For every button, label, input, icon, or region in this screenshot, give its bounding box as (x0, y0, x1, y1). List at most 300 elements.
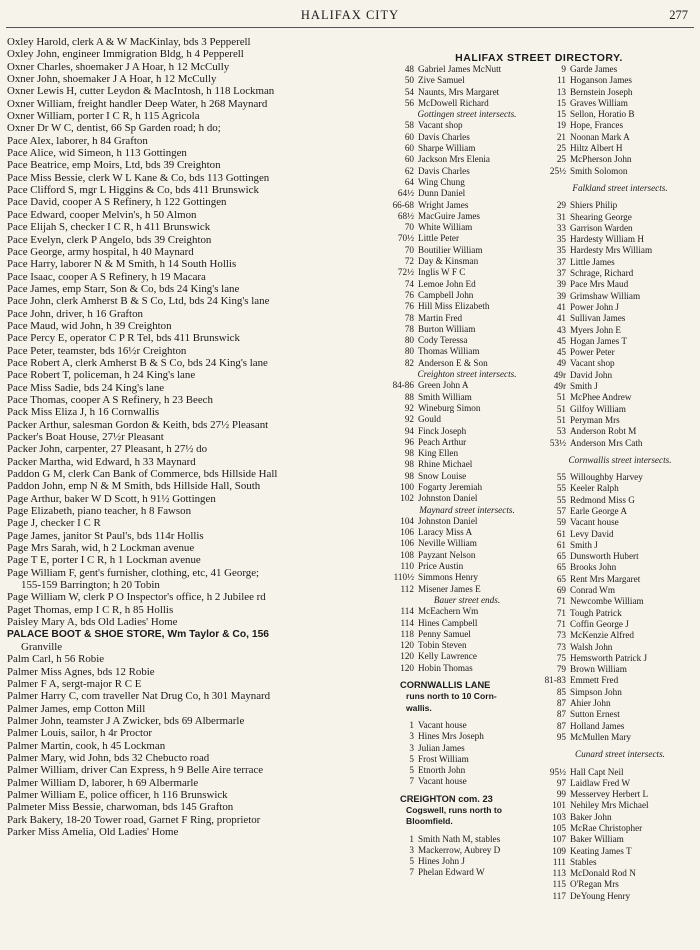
house-number: 82 (404, 357, 414, 368)
directory-entry: Pace Isaac, cooper A S Refinery, h 19 Macara (7, 270, 206, 283)
street-intersection-note: Bauer street ends. (433, 594, 501, 605)
house-number: 113 (552, 868, 566, 879)
occupant-name: Snow Louise (418, 470, 467, 481)
occupant-name: Newcombe William (570, 596, 644, 607)
directory-entry: Page T E, porter I C R, h 1 Lockman avenue (7, 554, 201, 567)
directory-entry: Pace David, cooper A S Refinery, h 122 Gottingen (7, 196, 227, 209)
directory-entry: Page J, checker I C R (7, 517, 101, 530)
occupant-name: O'Regan Mrs (570, 879, 619, 890)
street-listing-row (392, 776, 542, 787)
house-number: 54 (404, 86, 414, 97)
street-listing-row (392, 245, 542, 256)
street-listing-row (392, 380, 542, 391)
directory-entry: Pace Thomas, cooper A S Refinery, h 23 Beech (7, 393, 213, 406)
street-listing-row (392, 754, 542, 765)
occupant-name: McMullen Mary (570, 731, 631, 742)
house-number: 110 (400, 561, 414, 572)
house-number: 106 (400, 527, 414, 538)
street-listing-row (544, 857, 696, 868)
house-number: 60 (404, 143, 414, 154)
street-listing-row (544, 506, 696, 517)
occupant-name: Simpson John (570, 686, 622, 697)
occupant-name: Holland James (570, 720, 625, 731)
street-listing-row (544, 75, 696, 86)
occupant-name: Gould (418, 414, 441, 425)
street-listing-row (544, 721, 696, 732)
directory-entry: Packer's Boat House, 27½r Pleasant (7, 431, 164, 443)
house-number: 65 (556, 551, 566, 562)
street-listing-row (544, 154, 696, 165)
street-listing-row (544, 143, 696, 154)
directory-entry: Pace Maud, wid John, h 39 Creighton (7, 319, 172, 332)
occupant-name: Peryman Mrs (570, 414, 620, 425)
house-number: 102 (400, 493, 414, 504)
street-listing-row (392, 211, 542, 222)
street-listing-row (544, 200, 696, 211)
house-number: 120 (400, 662, 414, 673)
street-listing-row (544, 166, 696, 177)
house-number: 39 (556, 290, 566, 301)
house-number: 74 (404, 278, 414, 289)
house-number: 95 (556, 731, 566, 742)
street-listing-row (392, 222, 542, 233)
house-number: 25½ (549, 165, 566, 176)
house-number: 45 (556, 347, 566, 358)
street-listing-row (544, 415, 696, 426)
house-number: 58 (404, 120, 414, 131)
street-listing-row (392, 200, 542, 211)
occupant-name: Tobin Steven (418, 640, 467, 651)
street-listing-row (392, 290, 542, 301)
street-listing-row (392, 482, 542, 493)
street-listing-row (544, 347, 696, 358)
directory-entry: Pace John, clerk Amherst B & S Co, Ltd, bds 24 King's lane (7, 295, 270, 308)
street-listing-row (392, 301, 542, 312)
house-number: 35 (556, 245, 566, 256)
street-listing-row (544, 245, 696, 256)
house-number: 108 (400, 549, 414, 560)
directory-entry: Palm Carl, h 56 Robie (7, 653, 105, 666)
street-listing-row (544, 381, 696, 392)
street-listing-row (544, 800, 696, 811)
house-number: 111 (552, 856, 566, 867)
occupant-name: McPherson John (570, 154, 632, 165)
street-listing-row (392, 606, 542, 617)
street-listing-row (544, 778, 696, 789)
directory-entry: Pace Robert T, policeman, h 24 King's lane (7, 369, 196, 382)
house-number: 1 (409, 833, 414, 844)
street-intersection-note: Gottingen street intersects. (417, 109, 517, 120)
house-number: 66-68 (392, 199, 414, 210)
street-listing-row (544, 608, 696, 619)
occupant-name: Laracy Miss A (418, 527, 473, 538)
occupant-name: Smith J (570, 381, 598, 392)
house-number: 92 (404, 414, 414, 425)
occupant-name: Power Peter (570, 347, 615, 358)
occupant-name: Emmett Fred (570, 675, 619, 686)
occupant-name: Zive Samuel (418, 75, 465, 86)
street-heading: Cogswell, runs north to (406, 805, 502, 815)
street-listing-row (392, 87, 542, 98)
street-heading: wallis. (406, 702, 432, 713)
house-number: 37 (556, 256, 566, 267)
street-intersection-note: Cornwallis street intersects. (568, 454, 672, 465)
house-number: 76 (404, 301, 414, 312)
header-rule (6, 27, 694, 28)
house-number: 96 (404, 436, 414, 447)
occupant-name: Hines Campbell (418, 617, 478, 628)
occupant-name: Gilfoy William (570, 403, 626, 414)
directory-entry: Pace Miss Bessie, clerk W L Kane & Co, bds 113 Gottingen (7, 171, 270, 184)
occupant-name: Baker William (570, 834, 624, 845)
occupant-name: Myers John E (570, 324, 622, 335)
street-listing-row (544, 529, 696, 540)
occupant-name: Tough Patrick (570, 607, 622, 618)
house-number: 98 (404, 448, 414, 459)
directory-entry: Palmer William D, laborer, h 69 Albermarle (7, 776, 199, 789)
house-number: 49r (553, 381, 566, 392)
house-number: 84-86 (392, 380, 414, 391)
occupant-name: McDonald Rod N (570, 868, 636, 879)
occupant-name: Campbell John (418, 289, 474, 300)
directory-entry: Pace George, army hospital, h 40 Maynard (7, 245, 194, 258)
street-listing-row (392, 233, 542, 244)
occupant-name: Hardesty Mrs William (570, 245, 653, 256)
house-number: 65 (556, 573, 566, 584)
house-number: 87 (556, 698, 566, 709)
occupant-name: Etnorth John (418, 765, 466, 776)
occupant-name: Brooks John (570, 562, 617, 573)
house-number: 25 (556, 154, 566, 165)
street-listing-row (544, 675, 696, 686)
occupant-name: Johnston Daniel (418, 515, 478, 526)
house-number: 78 (404, 312, 414, 323)
occupant-name: Graves William (570, 97, 628, 108)
occupant-name: Dunn Daniel (418, 188, 466, 199)
occupant-name: Frost William (418, 753, 469, 764)
directory-entry: Pace Alice, wid Simeon, h 113 Gottingen (7, 147, 187, 160)
directory-entry: Paddon G M, clerk Can Bank of Commerce, bds Hillside Hall (7, 468, 278, 481)
street-intersection-note: Maynard street intersects. (419, 504, 515, 515)
occupant-name: Grimshaw William (570, 290, 641, 301)
house-number: 48 (404, 64, 414, 74)
street-listing-row (544, 517, 696, 528)
street-listing-row (392, 143, 542, 154)
house-number: 97 (556, 777, 566, 788)
directory-entry: Pace Evelyn, clerk P Angelo, bds 39 Creighton (7, 233, 212, 246)
house-number: 9 (561, 64, 566, 74)
occupant-name: Hobin Thomas (418, 662, 473, 673)
street-listing-row (544, 257, 696, 268)
occupant-name: Wineburg Simon (418, 402, 481, 413)
street-listing-row (392, 414, 542, 425)
house-number: 64½ (397, 188, 414, 199)
occupant-name: Neville William (418, 538, 477, 549)
street-listing-row (544, 358, 696, 369)
house-number: 53½ (549, 437, 566, 448)
occupant-name: Rhine Michael (418, 459, 473, 470)
house-number: 118 (400, 628, 414, 639)
directory-entry: Palmer James, emp Cotton Mill (7, 702, 146, 715)
occupant-name: Penny Samuel (418, 628, 471, 639)
street-listing-row (392, 437, 542, 448)
house-number: 65 (556, 562, 566, 573)
occupant-name: Anderson Robt M (570, 426, 637, 437)
street-listing-row (392, 177, 542, 188)
directory-entry: Pace Elijah S, checker I C R, h 411 Brunswick (7, 221, 211, 234)
street-listing-row (544, 64, 696, 75)
house-number: 100 (400, 481, 414, 492)
street-listing-row (392, 651, 542, 662)
occupant-name: Gabriel James McNutt (418, 64, 502, 74)
running-title: HALIFAX CITY (300, 8, 400, 22)
directory-entry: Palmer Louis, sailor, h 4r Proctor (7, 727, 153, 740)
house-number: 98 (404, 470, 414, 481)
directory-entry: Palmer F A, sergt-major R C E (7, 677, 142, 690)
house-number: 64 (404, 176, 414, 187)
page-number: 277 (669, 8, 688, 22)
house-number: 41 (556, 313, 566, 324)
directory-entry: Packer John, carpenter, 27 Pleasant, h 27½ do (7, 443, 208, 456)
street-listing-row (544, 767, 696, 778)
house-number: 85 (556, 686, 566, 697)
street-listing-row (544, 313, 696, 324)
street-listing-row (544, 630, 696, 641)
street-listing-row (392, 561, 542, 572)
occupant-name: McRae Christopher (570, 823, 643, 833)
street-listing-row (392, 720, 542, 731)
house-number: 59 (556, 517, 566, 528)
house-number: 88 (404, 391, 414, 402)
occupant-name: Cody Teressa (418, 335, 468, 346)
house-number: 105 (552, 823, 566, 833)
occupant-name: Wing Chung (418, 176, 465, 187)
occupant-name: Payzant Nelson (418, 549, 476, 560)
house-number: 15 (556, 109, 566, 120)
street-listing-row (544, 709, 696, 720)
directory-entry: Paget Thomas, emp I C R, h 85 Hollis (7, 603, 174, 616)
occupant-name: Fogarty Jeremiah (418, 481, 483, 492)
street-listing-row (544, 732, 696, 743)
occupant-name: McEachern Wm (418, 606, 479, 617)
occupant-name: Vacant house (418, 719, 467, 730)
house-number: 60 (404, 131, 414, 142)
house-number: 55 (556, 483, 566, 494)
street-listing-row (392, 335, 542, 346)
house-number: 45 (556, 335, 566, 346)
street-listing-row (392, 493, 542, 504)
directory-entry: Pack Miss Eliza J, h 16 Cornwallis (7, 406, 160, 419)
street-listing-row (544, 325, 696, 336)
directory-entry: Palmeter Miss Bessie, charwoman, bds 145 Grafton (7, 801, 234, 814)
occupant-name: McDowell Richard (418, 97, 489, 108)
directory-entry: Page Elizabeth, piano teacher, h 8 Fawson (7, 505, 192, 518)
house-number: 76 (404, 289, 414, 300)
street-listing-row (544, 642, 696, 653)
house-number: 107 (552, 834, 566, 845)
house-number: 75 (556, 652, 566, 663)
occupant-name: Smith William (418, 391, 472, 402)
occupant-name: Hall Capt Neil (570, 766, 624, 777)
occupant-name: Garrison Warden (570, 222, 633, 233)
house-number: 21 (556, 131, 566, 142)
street-listing-row (392, 834, 542, 845)
house-number: 92 (404, 402, 414, 413)
house-number: 71 (556, 607, 566, 618)
occupant-name: Hines John J (418, 856, 465, 867)
occupant-name: Sellon, Horatio B (570, 109, 635, 120)
occupant-name: Inglis W F C (418, 267, 466, 278)
street-listing-row (392, 256, 542, 267)
occupant-name: Hemsworth Patrick J (570, 652, 648, 663)
occupant-name: Pace Mrs Maud (570, 279, 629, 290)
occupant-name: Misener James E (418, 583, 481, 594)
street-listing-row (544, 302, 696, 313)
street-listing-row (392, 132, 542, 143)
house-number: 70 (404, 222, 414, 233)
occupant-name: Power John J (570, 301, 620, 312)
occupant-name: Smith Solomon (570, 165, 628, 176)
house-number: 110½ (393, 572, 414, 583)
house-number: 71 (556, 618, 566, 629)
occupant-name: Lemoe John Ed (418, 278, 476, 289)
occupant-name: DeYoung Henry (570, 890, 631, 901)
street-listing-row (392, 75, 542, 86)
street-listing-row (392, 527, 542, 538)
street-listing-row (544, 279, 696, 290)
occupant-name: Hope, Frances (570, 120, 624, 131)
occupant-name: Nehiley Mrs Michael (570, 800, 649, 811)
street-listing-row (392, 403, 542, 414)
directory-entry: Palmer Martin, cook, h 45 Lockman (7, 739, 166, 752)
house-number: 117 (552, 890, 566, 901)
occupant-name: Levy David (570, 528, 614, 539)
street-listing-row (544, 336, 696, 347)
directory-entry: Oxley Harold, clerk A & W MacKinlay, bds 3 Pepperell (7, 36, 251, 48)
street-listing-row (544, 234, 696, 245)
house-number: 57 (556, 505, 566, 516)
directory-entry: Oxner Lewis H, cutter Leydon & MacIntosh, h 118 Lockman (7, 85, 275, 98)
occupant-name: Smith J (570, 539, 598, 550)
house-number: 15 (556, 97, 566, 108)
house-number: 78 (404, 323, 414, 334)
street-listing-row (392, 392, 542, 403)
street-listing-row (544, 574, 696, 585)
occupant-name: Baker John (570, 811, 612, 822)
house-number: 73 (556, 630, 566, 641)
occupant-name: Day & Kinsman (418, 256, 479, 267)
house-number: 112 (400, 583, 414, 594)
occupant-name: Mackerrow, Aubrey D (418, 844, 501, 855)
house-number: 50 (404, 75, 414, 86)
house-number: 120 (400, 651, 414, 662)
house-number: 31 (556, 211, 566, 222)
street-listing-row (392, 867, 542, 878)
street-listing-row (544, 132, 696, 143)
street-listing-row (544, 812, 696, 823)
street-intersection-note: Falkland street intersects. (572, 182, 668, 193)
street-heading: runs north to 10 Corn- (406, 691, 497, 702)
occupant-name: McPhee Andrew (570, 392, 632, 403)
street-heading: CREIGHTON com. 23 (400, 793, 493, 804)
occupant-name: Kelly Lawrence (418, 651, 477, 662)
directory-entry: Parker Miss Amelia, Old Ladies' Home (7, 826, 179, 838)
street-listing-row (544, 619, 696, 630)
house-number: 5 (409, 765, 414, 776)
house-number: 114 (400, 617, 414, 628)
occupant-name: Coffin George J (570, 618, 629, 629)
street-listing-row (392, 629, 542, 640)
house-number: 81-83 (544, 675, 566, 686)
street-listing-row (392, 550, 542, 561)
occupant-name: Burton William (418, 323, 476, 334)
occupant-name: Jackson Mrs Elenia (418, 154, 490, 165)
occupant-name: Little James (570, 256, 615, 267)
street-listing-row (392, 166, 542, 177)
street-listing-row (544, 212, 696, 223)
occupant-name: Vacant house (570, 517, 619, 528)
house-number: 51 (556, 414, 566, 425)
house-number: 69 (556, 585, 566, 596)
house-number: 3 (409, 742, 414, 753)
occupant-name: Phelan Edward W (418, 867, 485, 878)
street-listing-row (544, 392, 696, 403)
occupant-name: Hardesty William H (570, 234, 644, 245)
house-number: 72½ (397, 267, 414, 278)
house-number: 87 (556, 720, 566, 731)
house-number: 35 (556, 234, 566, 245)
street-directory-column-1 (392, 40, 542, 879)
resident-listing-column (7, 36, 387, 838)
street-intersection-note: Cunard street intersects. (575, 749, 665, 760)
street-listing-row (544, 438, 696, 449)
occupant-name: Hoganson James (570, 75, 633, 86)
occupant-name: David John (570, 369, 613, 380)
street-listing-row (544, 223, 696, 234)
house-number: 80 (404, 335, 414, 346)
house-number: 72 (404, 256, 414, 267)
street-listing-row (392, 516, 542, 527)
occupant-name: Finck Joseph (418, 425, 467, 436)
house-number: 115 (552, 879, 566, 890)
street-listing-row (392, 279, 542, 290)
directory-entry: Pace Percy E, operator C P R Tel, bds 411 Brunswick (7, 332, 240, 345)
house-number: 5 (409, 856, 414, 867)
occupant-name: Vacant shop (418, 120, 463, 131)
directory-entry: Oxley John, engineer Immigration Bldg, h 4 Pepperell (7, 48, 244, 61)
page-header (0, 8, 700, 26)
house-number: 5 (409, 753, 414, 764)
occupant-name: Brown William (570, 664, 627, 675)
street-listing-row (392, 856, 542, 867)
occupant-name: Martin Fred (418, 312, 463, 323)
house-number: 70 (404, 244, 414, 255)
occupant-name: Keating James T (570, 845, 632, 856)
street-heading: Bloomfield. (406, 816, 453, 827)
street-listing-row (392, 731, 542, 742)
street-listing-row (392, 584, 542, 595)
house-number: 94 (404, 425, 414, 436)
occupant-name: Vacant house (418, 776, 467, 787)
street-listing-row (544, 426, 696, 437)
occupant-name: Stables (570, 856, 597, 867)
directory-entry: Oxner William, porter I C R, h 115 Agricola (7, 110, 200, 123)
directory-entry: Paddon John, emp N & M Smith, bds Hillside Hall, South (7, 480, 261, 493)
street-listing-row (544, 823, 696, 834)
street-listing-row (544, 495, 696, 506)
occupant-name: Davis Charles (418, 131, 470, 142)
house-number: 3 (409, 844, 414, 855)
